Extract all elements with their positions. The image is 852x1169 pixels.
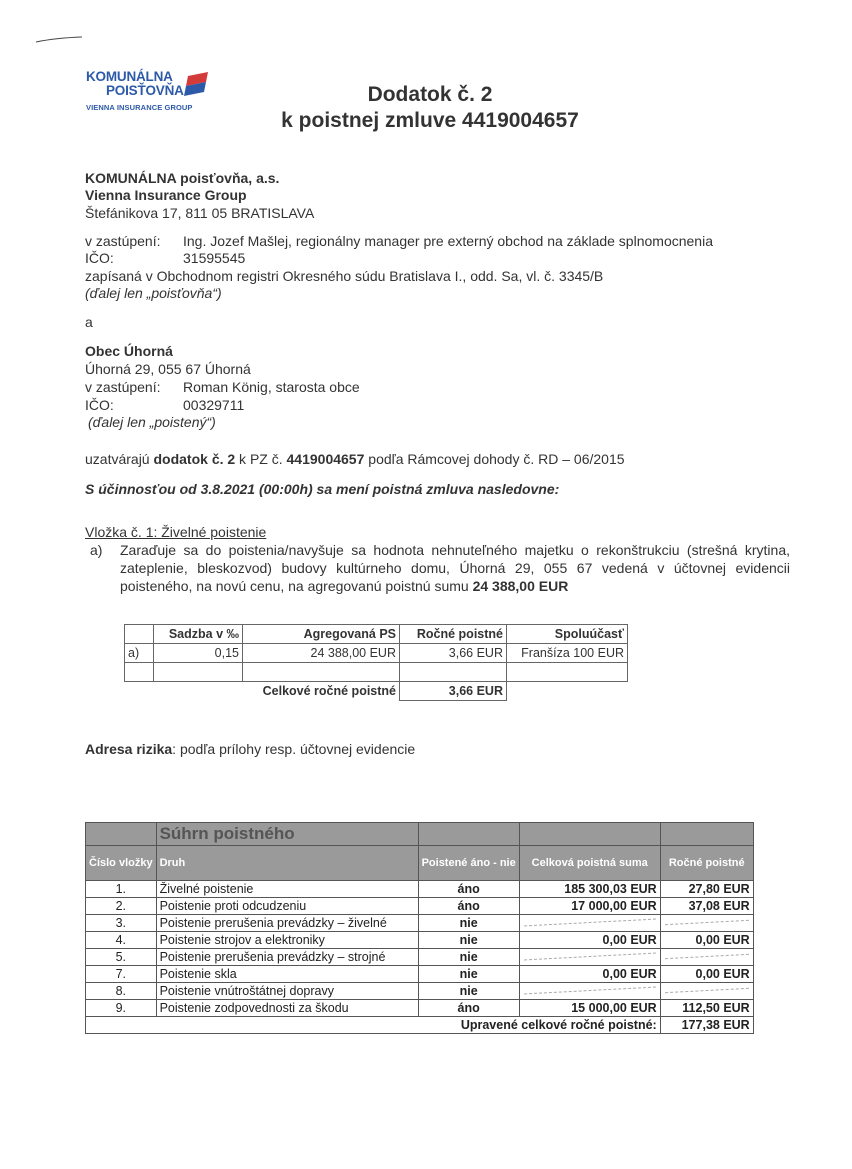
insert-number: 1. [86, 881, 157, 898]
insert-number: 8. [86, 983, 157, 1000]
col-annual-premium: Ročné poistné [400, 625, 507, 644]
total-value: 3,66 EUR [400, 682, 507, 701]
summary-body [86, 881, 754, 1017]
summary-header-row [86, 846, 754, 881]
empty-cell [243, 663, 400, 682]
table-row [86, 898, 754, 915]
insured-flag: nie [418, 983, 519, 1000]
insert-number: 9. [86, 1000, 157, 1017]
annual-premium: 0,00 EUR [660, 966, 753, 983]
insured-ico [85, 397, 244, 414]
logo-text-line2: POISŤOVŇA [106, 83, 184, 98]
insert1-heading: Vložka č. 1: Živelné poistenie [85, 524, 267, 540]
insured-name: Obec Úhorná [85, 343, 173, 359]
total-sum: 17 000,00 EUR [519, 898, 660, 915]
insurance-type: Poistenie strojov a elektroniky [156, 932, 418, 949]
total-sum [519, 915, 660, 932]
table-row [86, 932, 754, 949]
insured-flag: áno [418, 898, 519, 915]
table-row [86, 949, 754, 966]
summary-table [85, 822, 754, 1034]
insurance-type: Poistenie proti odcudzeniu [156, 898, 418, 915]
empty-cell [125, 625, 154, 644]
title-line1: Dodatok č. 2 [367, 83, 493, 106]
conclude-contract-no: 4419004657 [286, 451, 365, 467]
annual-premium: 37,08 EUR [660, 898, 753, 915]
col-deductible: Spoluúčasť [507, 625, 628, 644]
ps-value: 24 388,00 EUR [243, 644, 400, 663]
summary-title-row [86, 823, 754, 846]
insert-number: 2. [86, 898, 157, 915]
table-row [86, 881, 754, 898]
annual-premium [660, 949, 753, 966]
total-sum: 0,00 EUR [519, 966, 660, 983]
ico-value: 00329711 [183, 397, 245, 413]
insert1-paragraph [90, 541, 790, 595]
empty-cell [125, 663, 154, 682]
col-type: Druh [156, 846, 418, 881]
empty-cell [660, 823, 753, 846]
insured-address: Úhorná 29, 055 67 Úhorná [85, 361, 251, 377]
conclude-part5: podľa Rámcovej dohody č. RD – 06/2015 [364, 451, 625, 467]
ico-label: IČO: [85, 250, 114, 266]
total-sum [519, 983, 660, 1000]
annual-premium: 0,00 EUR [660, 932, 753, 949]
insured-flag: nie [418, 966, 519, 983]
insurer-ico [85, 250, 245, 267]
insurer-representative [85, 233, 713, 250]
document-title [240, 82, 620, 134]
insurer-group: Vienna Insurance Group [85, 187, 247, 203]
col-insert-no: Číslo vložky [86, 846, 157, 881]
col-insured: Poistené áno - nie [418, 846, 519, 881]
insured-flag: nie [418, 949, 519, 966]
annual-premium: 112,50 EUR [660, 1000, 753, 1017]
insurance-type: Poistenie skla [156, 966, 418, 983]
ico-value: 31595545 [183, 250, 246, 266]
rep-value: Ing. Jozef Mašlej, regionálny manager pre externý obchod na základe splnomocnenia [183, 233, 713, 249]
empty-cell [507, 663, 628, 682]
empty-cell [154, 663, 243, 682]
insurer-name: KOMUNÁLNA poisťovňa, a.s. [85, 170, 280, 186]
insert-number: 7. [86, 966, 157, 983]
insert1-amount: 24 388,00 EUR [472, 578, 569, 594]
empty-cell [400, 663, 507, 682]
insured-flag: áno [418, 1000, 519, 1017]
table-row [86, 966, 754, 983]
insurer-alias: (ďalej len „poisťovňa“) [85, 285, 222, 301]
summary-total-label: Upravené celkové ročné poistné: [86, 1017, 661, 1034]
company-logo [86, 70, 216, 126]
insured-flag: nie [418, 915, 519, 932]
col-annual-premium: Ročné poistné [660, 846, 753, 881]
total-sum: 185 300,03 EUR [519, 881, 660, 898]
paragraph-marker: a) [90, 542, 103, 558]
rep-label: v zastúpení: [85, 379, 161, 395]
annual-premium: 27,80 EUR [660, 881, 753, 898]
empty-cell [154, 682, 243, 701]
total-row [125, 682, 628, 701]
total-sum [519, 949, 660, 966]
premium-table-header [125, 625, 628, 644]
table-row [125, 644, 628, 663]
row-label: a) [125, 644, 154, 663]
summary-title: Súhrn poistného [156, 823, 418, 846]
conclude-sentence [85, 451, 625, 468]
insured-flag: nie [418, 932, 519, 949]
logo-subtitle: VIENNA INSURANCE GROUP [86, 103, 193, 112]
deductible-value: Franšíza 100 EUR [507, 644, 628, 663]
table-row [86, 1000, 754, 1017]
conclude-part3: k PZ č. [235, 451, 287, 467]
total-sum: 0,00 EUR [519, 932, 660, 949]
risk-address [85, 741, 415, 758]
empty-cell [418, 823, 519, 846]
premium-value: 3,66 EUR [400, 644, 507, 663]
logo-text-line1: KOMUNÁLNA [86, 69, 173, 84]
table-row [125, 663, 628, 682]
insert1-text: Zaraďuje sa do poistenia/navyšuje sa hodnota nehnuteľného majetku o rekonštrukciu (strešná krytina, zateplenie, bleskozvod) budovy kultúrneho domu, Úhorná 29, 055 67 vedená v účtovnej evidencii poisteného, na novú cenu, na agregovanú poistnú sumu [120, 542, 790, 594]
col-total-sum: Celková poistná suma [519, 846, 660, 881]
conjunction: a [85, 314, 93, 330]
insert-number: 5. [86, 949, 157, 966]
annual-premium [660, 915, 753, 932]
flag-icon [184, 70, 212, 98]
pen-mark [35, 36, 83, 44]
col-aggregate-ps: Agregovaná PS [243, 625, 400, 644]
premium-table [124, 624, 628, 701]
empty-cell [125, 682, 154, 701]
total-label: Celkové ročné poistné [243, 682, 400, 701]
table-row [86, 983, 754, 1000]
summary-total-row [86, 1017, 754, 1034]
insured-flag: áno [418, 881, 519, 898]
insurer-register: zapísaná v Obchodnom registri Okresného súdu Bratislava I., odd. Sa, vl. č. 3345/B [85, 268, 604, 284]
summary-total-value: 177,38 EUR [660, 1017, 753, 1034]
insurance-type: Poistenie prerušenia prevádzky – živelné [156, 915, 418, 932]
total-sum: 15 000,00 EUR [519, 1000, 660, 1017]
rep-value: Roman König, starosta obce [183, 379, 360, 395]
col-rate: Sadzba v ‰ [154, 625, 243, 644]
conclude-amendment: dodatok č. 2 [153, 451, 236, 467]
insured-representative [85, 379, 360, 396]
ico-label: IČO: [85, 397, 114, 413]
insured-alias: (ďalej len „poistený“) [88, 414, 216, 430]
annual-premium [660, 983, 753, 1000]
table-row [86, 915, 754, 932]
insurance-type: Poistenie zodpovednosti za škodu [156, 1000, 418, 1017]
empty-cell [86, 823, 157, 846]
effective-statement: S účinnosťou od 3.8.2021 (00:00h) sa mení poistná zmluva nasledovne: [85, 481, 560, 497]
insert-number: 4. [86, 932, 157, 949]
insert-number: 3. [86, 915, 157, 932]
title-line2: k poistnej zmluve 4419004657 [281, 109, 579, 132]
rate-value: 0,15 [154, 644, 243, 663]
risk-text: : podľa prílohy resp. účtovnej evidencie [172, 741, 416, 757]
empty-cell [507, 682, 628, 701]
insurance-type: Poistenie vnútroštátnej dopravy [156, 983, 418, 1000]
conclude-part1: uzatvárajú [85, 451, 154, 467]
insurance-type: Poistenie prerušenia prevádzky – strojné [156, 949, 418, 966]
risk-label: Adresa rizika [85, 741, 173, 757]
rep-label: v zastúpení: [85, 233, 161, 249]
insurer-address: Štefánikova 17, 811 05 BRATISLAVA [85, 205, 315, 221]
insurance-type: Živelné poistenie [156, 881, 418, 898]
empty-cell [519, 823, 660, 846]
